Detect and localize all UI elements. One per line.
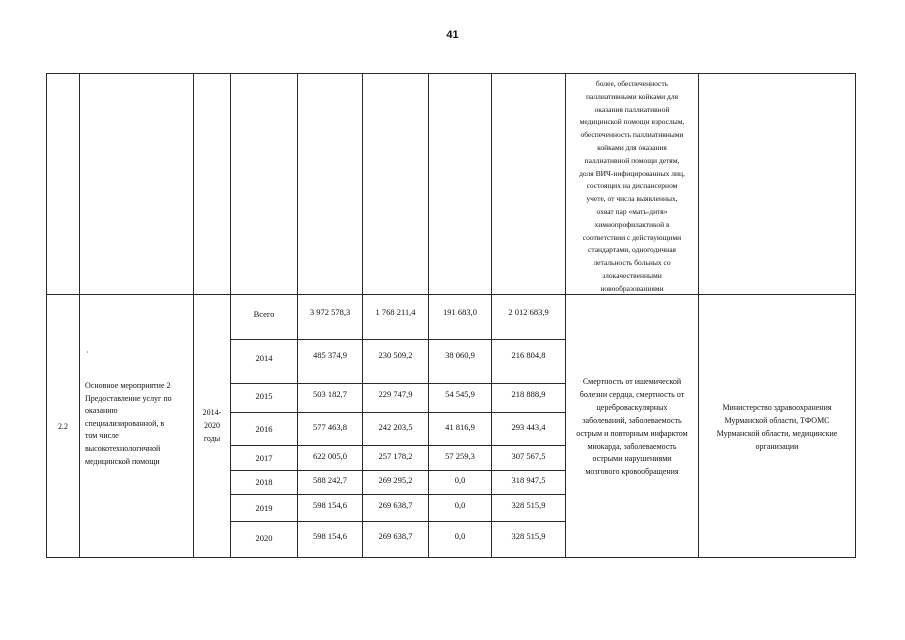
funding-cell: 191 683,0 — [443, 307, 477, 317]
table-rule — [193, 73, 194, 558]
year-cell: 2017 — [255, 453, 273, 463]
activity-name: Основное мероприятие 2 Предоставление услуг по оказанию специализированной, в том числе высокотехнологичной медицинской помощи — [85, 381, 172, 466]
table-rule — [46, 73, 47, 558]
stray-mark: · — [86, 348, 89, 357]
funding-cell: 242 203,5 — [378, 422, 413, 432]
year-cell: 2014 — [255, 353, 273, 363]
funding-cell: 0,0 — [454, 500, 466, 510]
year-cell: 2019 — [255, 503, 273, 513]
total-cell: 503 182,7 — [313, 389, 347, 399]
funding-cell: 230 509,2 — [378, 350, 413, 360]
year-cell: 2020 — [255, 533, 273, 543]
funding-cell: 2 012 683,9 — [508, 307, 549, 317]
table-rule — [230, 445, 565, 446]
year-cell: Всего — [253, 309, 275, 319]
funding-cell: 57 259,3 — [445, 451, 475, 461]
table-rule — [46, 557, 856, 558]
funding-cell: 269 638,7 — [378, 500, 413, 510]
table-rule — [230, 494, 565, 495]
table-rule — [230, 470, 565, 471]
table-rule — [46, 294, 856, 295]
activity-executors: Министерство здравоохранения Мурманской области, ТФОМС Мурманской области, медицинские организации — [716, 403, 838, 451]
total-cell: 577 463,8 — [313, 422, 347, 432]
page-number: 41 — [446, 29, 459, 41]
total-cell: 588 242,7 — [313, 475, 347, 485]
funding-cell: 269 638,7 — [378, 531, 413, 541]
funding-cell: 318 947,5 — [511, 475, 546, 485]
total-cell: 622 005,0 — [313, 451, 347, 461]
table-rule — [855, 73, 856, 558]
total-cell: 598 154,6 — [313, 531, 347, 541]
table-rule — [230, 412, 565, 413]
activity-indicator: Смертность от ишемической болезни сердца, смертность от цереброваскулярных заболеваний, заболеваемость острым и повторным инфарктом миокарда, заболеваемость острыми нарушениями мозгового кровообращения — [576, 377, 688, 477]
funding-cell: 54 545,9 — [445, 389, 475, 399]
funding-cell: 307 567,5 — [511, 451, 546, 461]
funding-cell: 216 804,8 — [511, 350, 546, 360]
indicator-text-continued: более, обеспеченность паллиативными койками для оказания паллиативной медицинской помощи взрослым, обеспеченность паллиативными койками для оказания паллиативной помощи детям, доля ВИЧ-инфицированных лиц, состоящих на диспансерном учете, от числа выявленных, охват пар «мать-дитя» химиопрофилактикой в соответствии с действующими стандартами, одногодичная летальность больных со злокачественными новообразованиями — [579, 79, 685, 293]
funding-cell: 257 178,2 — [378, 451, 413, 461]
activity-number: 2.2 — [58, 422, 68, 431]
year-cell: 2015 — [255, 391, 273, 401]
table-rule — [230, 339, 565, 340]
funding-cell: 293 443,4 — [511, 422, 546, 432]
table-rule — [230, 521, 565, 522]
table-rule — [698, 73, 699, 558]
total-cell: 598 154,6 — [313, 500, 347, 510]
funding-cell: 328 515,9 — [511, 531, 546, 541]
table-rule — [79, 73, 80, 558]
funding-cell: 229 747,9 — [378, 389, 413, 399]
total-cell: 485 374,9 — [313, 350, 347, 360]
funding-cell: 328 515,9 — [511, 500, 546, 510]
funding-cell: 0,0 — [454, 475, 466, 485]
funding-cell: 0,0 — [454, 531, 466, 541]
year-cell: 2016 — [255, 424, 273, 434]
funding-cell: 218 888,9 — [511, 389, 546, 399]
funding-cell: 269 295,2 — [378, 475, 413, 485]
year-cell: 2018 — [255, 477, 273, 487]
activity-period: 2014- 2020 годы — [202, 408, 222, 443]
funding-cell: 41 816,9 — [445, 422, 475, 432]
funding-cell: 38 060,9 — [445, 350, 475, 360]
total-cell: 3 972 578,3 — [309, 307, 351, 317]
funding-cell: 1 768 211,4 — [375, 307, 416, 317]
table-rule — [46, 73, 856, 74]
table-rule — [230, 383, 565, 384]
